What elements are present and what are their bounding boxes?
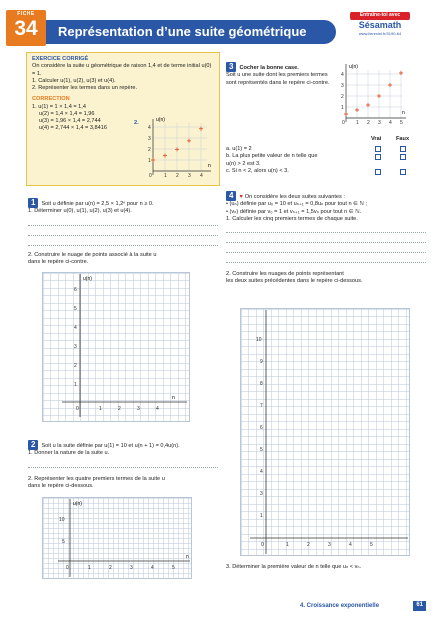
axis-label: n	[402, 110, 405, 116]
exercise-question: 2. Construire le nuage de points associé à la suite u	[28, 251, 157, 258]
statement-c: c. Si n < 2, alors u(n) < 3.	[226, 167, 289, 174]
answer-line[interactable]	[28, 216, 218, 226]
svg-text:1: 1	[341, 105, 344, 111]
svg-text:5: 5	[62, 539, 65, 545]
correction-heading: CORRECTION	[32, 96, 70, 103]
svg-text:3: 3	[341, 83, 344, 89]
exercise-3	[226, 62, 426, 182]
checkbox-c-faux[interactable]	[400, 169, 406, 175]
svg-text:4: 4	[200, 173, 203, 179]
faux-header: Faux	[396, 136, 410, 142]
exercise-text: Soit u la suite définie par u(1) = 10 et u(n + 1) = 0,4u(n).	[41, 443, 180, 449]
svg-text:3: 3	[378, 120, 381, 126]
answer-line[interactable]	[28, 226, 218, 236]
exercise-4	[226, 191, 426, 286]
svg-text:0: 0	[149, 173, 152, 179]
exercise-question-cont: dans le repère ci-dessous.	[28, 482, 94, 489]
corrected-heading: EXERCICE CORRIGÉ	[32, 56, 89, 62]
svg-text:3: 3	[188, 173, 191, 179]
axis-label: n	[172, 395, 175, 401]
svg-text:2: 2	[341, 94, 344, 100]
ex3-graph	[338, 60, 410, 128]
logo-url[interactable]: www.lienmini.fr/3190-64	[358, 31, 402, 37]
exercise-number: 4	[226, 191, 236, 201]
page-footer	[300, 601, 430, 613]
page-header	[0, 8, 435, 46]
correction-line: u(4) = 2,744 × 1,4 = 3,8416	[39, 125, 107, 132]
svg-text:2: 2	[118, 406, 121, 412]
svg-text:5: 5	[260, 447, 263, 453]
svg-text:5: 5	[74, 306, 77, 312]
svg-text:0: 0	[66, 565, 69, 571]
svg-text:0: 0	[342, 120, 345, 126]
svg-text:3: 3	[148, 136, 151, 142]
fiche-number: 34	[14, 16, 38, 40]
svg-text:1: 1	[88, 565, 91, 571]
svg-text:6: 6	[260, 425, 263, 431]
exercise-2	[28, 440, 218, 490]
answer-line[interactable]	[226, 233, 426, 243]
exercise-question: 1. Déterminer u(0), u(1), u(2), u(3) et u(4).	[28, 208, 132, 215]
axis-label: u(n)	[73, 501, 82, 507]
page-title: Représentation d’une suite géométrique	[46, 20, 336, 44]
chapter-label: 4. Croissance exponentielle	[300, 603, 380, 609]
difficulty-icon: ♥	[239, 194, 243, 200]
fiche-badge	[6, 10, 46, 46]
exercise-4-q3	[226, 564, 426, 571]
answer-line[interactable]	[226, 253, 426, 263]
svg-text:1: 1	[148, 158, 151, 164]
checkbox-b-vrai[interactable]	[375, 154, 381, 160]
exercise-question: 1. Calculer les cinq premiers termes de chaque suite.	[226, 215, 358, 222]
svg-text:0: 0	[76, 406, 79, 412]
correction-line: u(3) = 1,96 × 1,4 = 2,744	[39, 118, 101, 125]
fiche-label: FICHE	[17, 11, 35, 17]
logo-badge: Entraîne-toi avec	[350, 12, 410, 20]
correction-line: u(2) = 1,4 × 1,4 = 1,96	[39, 110, 95, 117]
exercise-number: 2	[28, 440, 38, 450]
svg-text:3: 3	[74, 344, 77, 350]
answer-line[interactable]	[28, 236, 218, 246]
svg-text:4: 4	[341, 72, 344, 78]
answer-line[interactable]	[226, 243, 426, 253]
svg-text:4: 4	[389, 120, 392, 126]
svg-text:8: 8	[260, 381, 263, 387]
svg-text:0: 0	[261, 542, 264, 548]
svg-text:10: 10	[256, 337, 262, 343]
axis-label: n	[208, 163, 211, 169]
checkbox-a-vrai[interactable]	[375, 146, 381, 152]
svg-text:1: 1	[356, 120, 359, 126]
exercise-question: 3. Déterminer la première valeur de n telle que uₙ < vₙ.	[226, 564, 362, 570]
svg-text:1: 1	[286, 542, 289, 548]
correction-line: 1. u(1) = 1 × 1,4 = 1,4	[32, 103, 86, 110]
svg-text:2: 2	[367, 120, 370, 126]
svg-text:10: 10	[59, 517, 65, 523]
exercise-1	[28, 198, 218, 266]
svg-text:5: 5	[370, 542, 373, 548]
svg-text:2: 2	[307, 542, 310, 548]
axis-label: u(n)	[83, 276, 92, 282]
svg-text:4: 4	[151, 565, 154, 571]
correction-graph	[145, 115, 217, 181]
correction-graph-label: 2.	[134, 120, 139, 126]
vrai-header: Vrai	[371, 136, 382, 142]
svg-text:2: 2	[74, 363, 77, 369]
corrected-intro: On considère la suite u géométrique de raison 1,4 et de terme initial u(0) = 1.	[32, 63, 212, 77]
sequence-v-def: • (vₙ) définie par v₀ = 1 et vₙ₊₁ = 1,5vₙ pour tout n ∈ ℕ.	[226, 208, 362, 215]
svg-text:9: 9	[260, 359, 263, 365]
svg-text:4: 4	[74, 325, 77, 331]
statement-b: b. La plus petite valeur de n telle que	[226, 153, 318, 160]
page-number: 61	[413, 601, 426, 611]
exercise-question-cont: les deux suites précédentes dans le repère ci-dessous.	[226, 278, 363, 285]
answer-line[interactable]	[28, 458, 218, 468]
statement-a: a. u(1) = 2	[226, 146, 252, 152]
exercise-title: Cocher la bonne case.	[239, 65, 299, 71]
exercise-question: 2. Construire les nuages de points représentant	[226, 271, 344, 278]
exercise-question-cont: dans le repère ci-contre.	[28, 258, 89, 265]
svg-text:3: 3	[130, 565, 133, 571]
svg-text:1: 1	[260, 513, 263, 519]
svg-text:2: 2	[109, 565, 112, 571]
corrected-q1: 1. Calculer u(1), u(2), u(3) et u(4).	[32, 77, 116, 84]
svg-text:1: 1	[74, 382, 77, 388]
svg-text:2: 2	[176, 173, 179, 179]
ex4-axes	[240, 308, 410, 556]
exercise-question: 1. Donner la nature de la suite u.	[28, 450, 110, 457]
checkbox-a-faux[interactable]	[400, 146, 406, 152]
corrected-exercise-box	[26, 52, 220, 186]
svg-text:5: 5	[400, 120, 403, 126]
svg-text:1: 1	[99, 406, 102, 412]
svg-text:7: 7	[260, 403, 263, 409]
svg-text:4: 4	[260, 469, 263, 475]
ex2-axes	[42, 497, 192, 579]
svg-text:5: 5	[172, 565, 175, 571]
svg-text:4: 4	[349, 542, 352, 548]
svg-text:6: 6	[74, 287, 77, 293]
ex3-points	[344, 71, 403, 116]
sequence-u-def: • (uₙ) définie par u₀ = 10 et uₙ₊₁ = 0,8uₙ pour tout n ∈ ℕ ;	[226, 201, 368, 208]
corrected-q2: 2. Représenter les termes dans un repère.	[32, 85, 138, 92]
svg-text:1: 1	[164, 173, 167, 179]
svg-text:4: 4	[148, 125, 151, 131]
logo-name: Sésamath	[358, 19, 402, 30]
svg-text:3: 3	[137, 406, 140, 412]
axis-label: u(n)	[156, 117, 165, 123]
statement-b-cont: u(n) > 2 est 3.	[226, 160, 261, 167]
ex1-axes	[42, 272, 190, 422]
exercise-text: Soit u définie par u(n) = 2,5 × 1,2ⁿ pour n ≥ 0.	[41, 201, 154, 207]
exercise-text: Soit u une suite dont les premiers termes sont représentés dans le repère ci-contre.	[226, 72, 330, 86]
axis-label: n	[186, 554, 189, 560]
exercise-number: 3	[226, 62, 236, 72]
answer-line[interactable]	[226, 223, 426, 233]
checkbox-c-vrai[interactable]	[375, 169, 381, 175]
sesamath-logo[interactable]	[350, 12, 410, 46]
svg-text:2: 2	[148, 147, 151, 153]
axis-label: u(n)	[349, 64, 358, 70]
exercise-question: 2. Représenter les quatre premiers termes de la suite u	[28, 475, 165, 482]
exercise-number: 1	[28, 198, 38, 208]
svg-text:3: 3	[328, 542, 331, 548]
svg-text:3: 3	[260, 491, 263, 497]
checkbox-b-faux[interactable]	[400, 154, 406, 160]
svg-text:4: 4	[156, 406, 159, 412]
exercise-title: On considère les deux suites suivantes :	[244, 194, 345, 200]
